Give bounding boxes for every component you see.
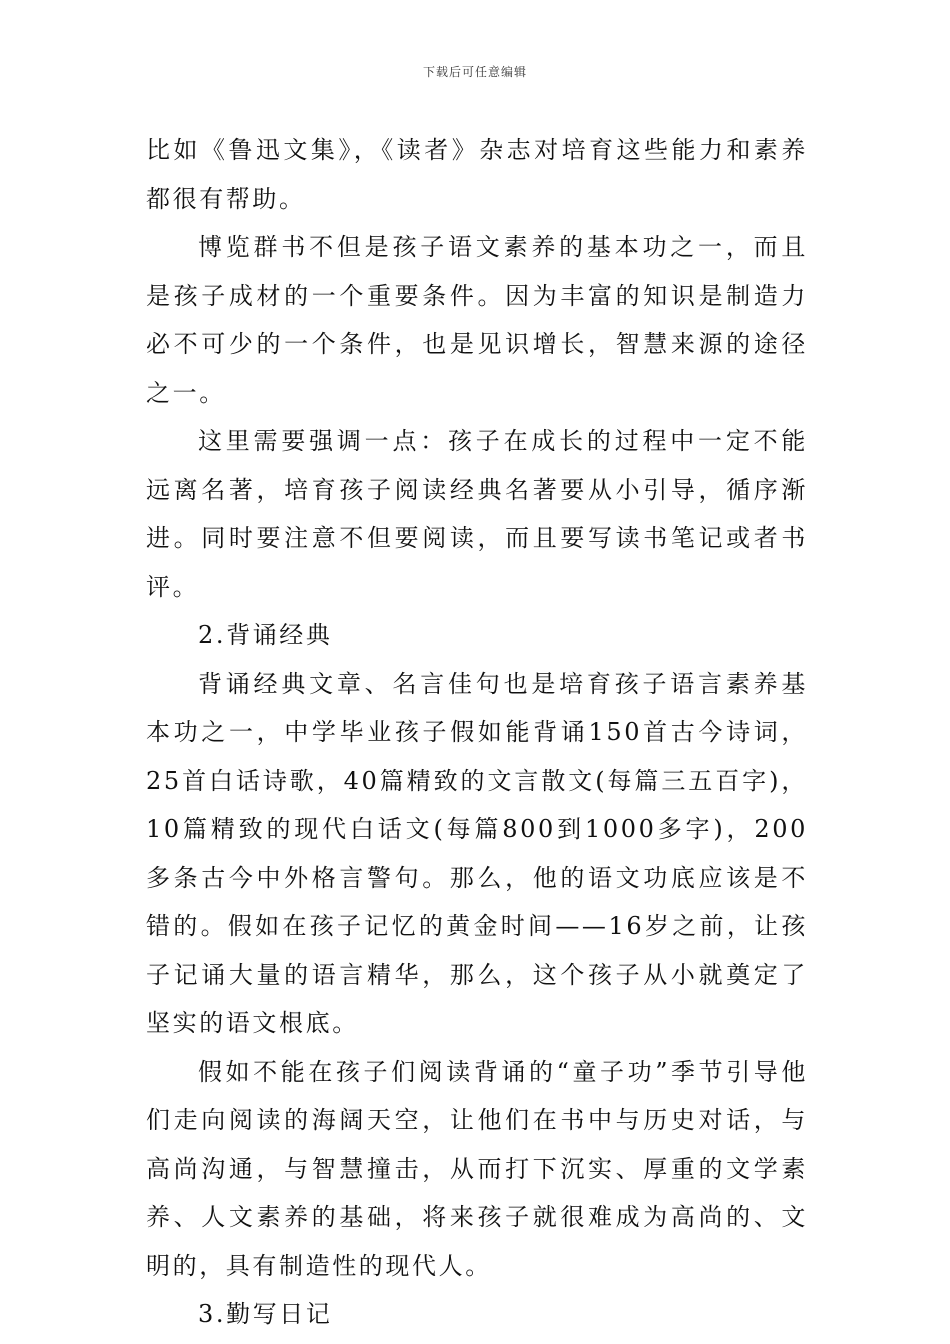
paragraph-reading-widely: 博览群书不但是孩子语文素养的基本功之一，而且是孩子成材的一个重要条件。因为丰富的知识是制造力必不可少的一个条件，也是见识增长，智慧来源的途径之一。 <box>146 233 808 407</box>
paragraph-classics-emphasis: 这里需要强调一点：孩子在成长的过程中一定不能远离名著，培育孩子阅读经典名著要从小引导，循序渐进。同时要注意不但要阅读，而且要写读书笔记或者书评。 <box>146 427 808 601</box>
section-heading-write-diary: 3.勤写日记 <box>198 1300 333 1328</box>
paragraph-childhood-guidance: 假如不能在孩子们阅读背诵的“童子功”季节引导他们走向阅读的海阔天空，让他们在书中与历史对话，与高尚沟通，与智慧撞击，从而打下沉实、厚重的文学素养、人文素养的基础，将来孩子就很难成为高尚的、文明的，具有制造性的现代人。 <box>146 1057 808 1280</box>
section-heading-recite-classics: 2.背诵经典 <box>198 621 333 649</box>
page-header-note: 下载后可任意编辑 <box>422 65 527 79</box>
paragraph-continued: 比如《鲁迅文集》，《读者》杂志对培育这些能力和素养都很有帮助。 <box>146 136 808 213</box>
document-body <box>146 126 808 1339</box>
paragraph-recitation: 背诵经典文章、名言佳句也是培育孩子语言素养基本功之一，中学毕业孩子假如能背诵150首古今诗词，25首白话诗歌，40篇精致的文言散文(每篇三五百字)，10篇精致的现代白话文(每篇800到1000多字)，200多条古今中外格言警句。那么，他的语文功底应该是不错的。假如在孩子记忆的黄金时间——16岁之前，让孩子记诵大量的语言精华，那么，这个孩子从小就奠定了坚实的语文根底。 <box>146 669 808 1037</box>
